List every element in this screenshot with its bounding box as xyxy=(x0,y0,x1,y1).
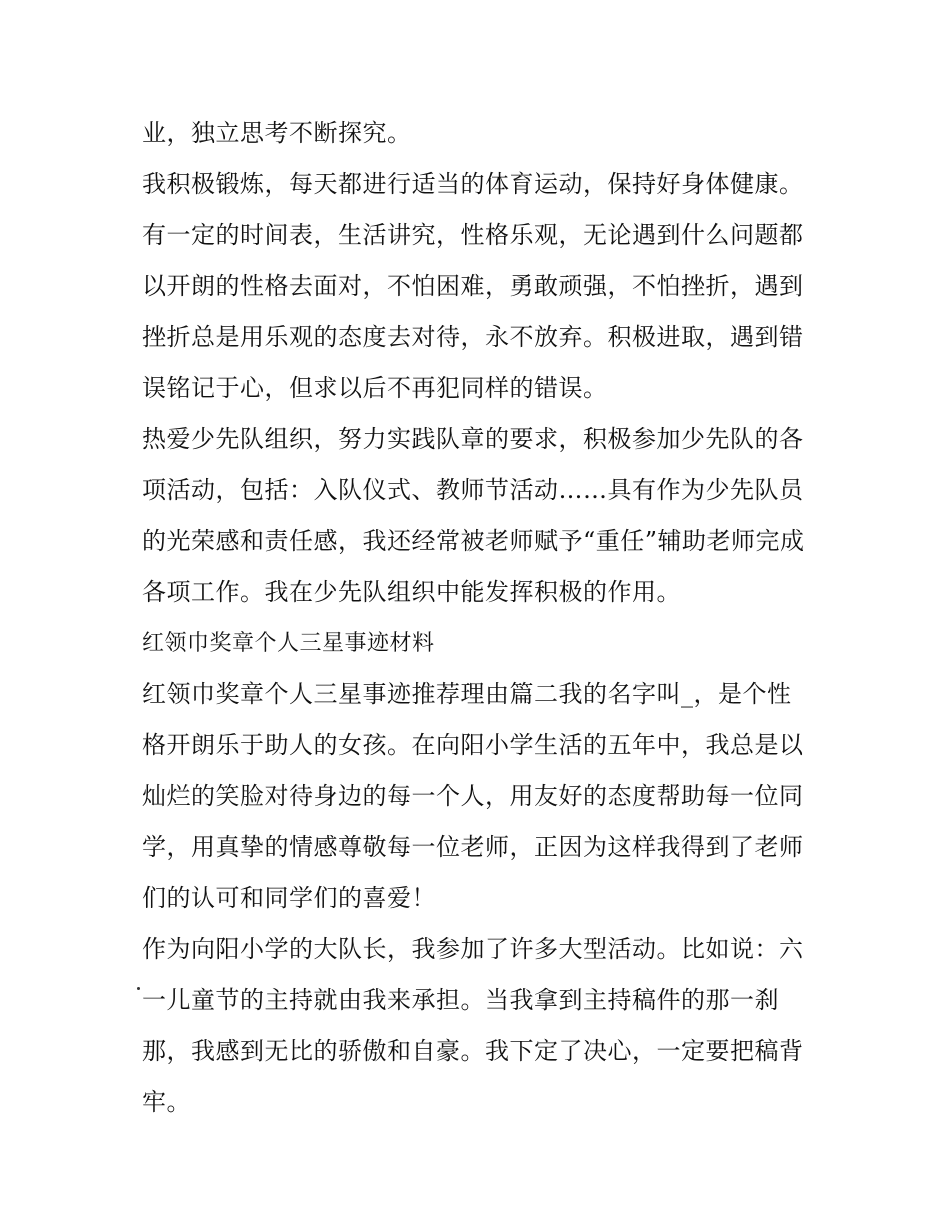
section-heading: 红领巾奖章个人三星事迹材料 xyxy=(142,631,435,656)
text-line: 业，独立思考不断探究。 xyxy=(142,119,412,147)
text-line: 误铭记于心，但求以后不再犯同样的错误。 xyxy=(142,374,608,402)
text-line: 学，用真挚的情感尊敬每一位老师，正因为这样我得到了老师 xyxy=(142,833,804,861)
text-line: 作为向阳小学的大队长，我参加了许多大型活动。比如说：六 xyxy=(142,935,804,963)
text-line: 项活动，包括：入队仪式、教师节活动……具有作为少先队员 xyxy=(142,476,804,504)
text-line: 的光荣感和责任感，我还经常被老师赋予“重任”辅助老师完成 xyxy=(142,527,805,555)
document-body xyxy=(142,108,822,1128)
text-line: 牢。 xyxy=(142,1088,191,1116)
text-line: 格开朗乐于助人的女孩。在向阳小学生活的五年中，我总是以 xyxy=(142,731,804,759)
text-line: 以开朗的性格去面对，不怕困难，勇敢顽强，不怕挫折，遇到 xyxy=(142,272,804,300)
text-line: 热爱少先队组织，努力实践队章的要求，积极参加少先队的各 xyxy=(142,425,804,453)
text-line: 挫折总是用乐观的态度去对待，永不放弃。积极进取，遇到错 xyxy=(142,323,804,351)
text-line: 一儿童节的主持就由我来承担。当我拿到主持稿件的那一刹 xyxy=(142,986,779,1014)
text-line: 红领巾奖章个人三星事迹推荐理由篇二我的名字叫_，是个性 xyxy=(142,680,792,708)
text-line: 们的认可和同学们的喜爱！ xyxy=(142,884,436,912)
text-line: 有一定的时间表，生活讲究，性格乐观，无论遇到什么问题都 xyxy=(142,221,804,249)
text-line: 灿烂的笑脸对待身边的每一个人，用友好的态度帮助每一位同 xyxy=(142,782,804,810)
scan-dot xyxy=(137,987,140,990)
text-line: 我积极锻炼，每天都进行适当的体育运动，保持好身体健康。 xyxy=(142,170,804,198)
text-line: 那，我感到无比的骄傲和自豪。我下定了决心，一定要把稿背 xyxy=(142,1037,804,1065)
text-line: 各项工作。我在少先队组织中能发挥积极的作用。 xyxy=(142,578,681,606)
